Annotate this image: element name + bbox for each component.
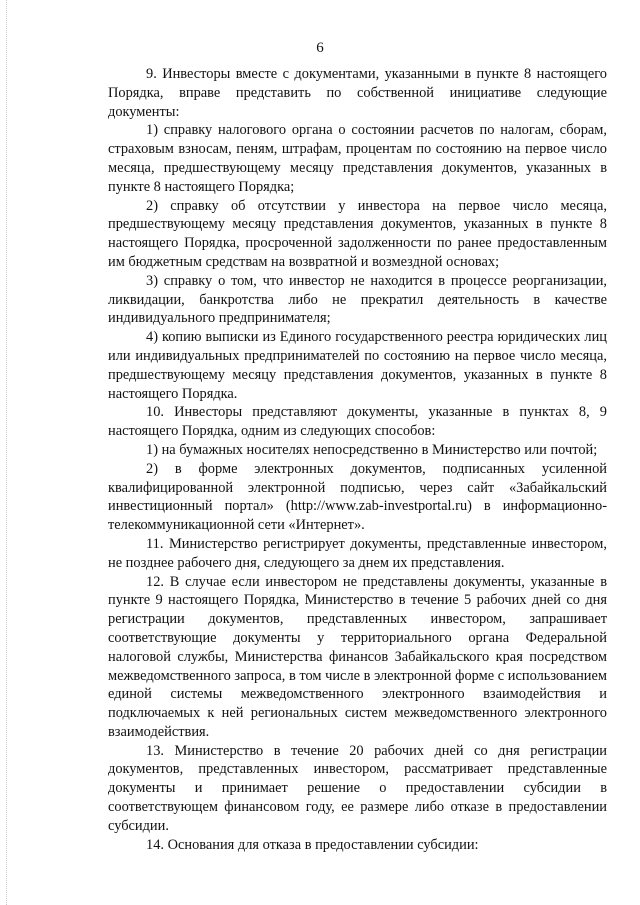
paragraph-9-item-1: 1) справку налогового органа о состоянии расчетов по налогам, сборам, страховым взносам, пеням, штрафам, процентам по состоянию на первое число месяца, предшествующему месяцу представления документов, указанных в пункте 8 настоящего Порядка;: [108, 122, 607, 195]
paragraph-10-item-1: 1) на бумажных носителях непосредственно в Министерство или почтой;: [146, 441, 598, 458]
paragraph-9: 9. Инвесторы вместе с документами, указанными в пункте 8 настоящего Порядка, вправе представить по собственной инициативе следующие документы:: [108, 66, 607, 120]
scan-edge-line: [6, 0, 7, 905]
paragraph-10-item-2: 2) в форме электронных документов, подписанных усиленной квалифицированной электронной подписью, через сайт «Забайкальский инвестиционный портал» (http://www.zab-investportal.ru) в информационно-телекоммуникационной сети «Интернет».: [108, 460, 607, 534]
paragraph-10: 10. Инвесторы представляют документы, указанные в пунктах 8, 9 настоящего Порядка, одним из следующих способов:: [108, 404, 607, 440]
document-body: [108, 65, 607, 854]
paragraph-9-item-3: 3) справку о том, что инвестор не находится в процессе реорганизации, ликвидации, банкротства либо не прекратил деятельность в качестве индивидуального предпринимателя;: [108, 272, 607, 327]
page-number: 6: [316, 40, 324, 56]
paragraph-13: 13. Министерство в течение 20 рабочих дней со дня регистрации документов, представленных инвестором, рассматривает представленные документы и принимает решение о предоставлении субсидии в соответствующем финансовом году, ее размере либо отказе в предоставлении субсидии.: [108, 742, 607, 834]
paragraph-14: 14. Основания для отказа в предоставлении субсидии:: [146, 836, 479, 853]
paragraph-11: 11. Министерство регистрирует документы, представленные инвестором, не позднее рабочего дня, следующего за днем их представления.: [108, 535, 607, 571]
paragraph-9-item-4: 4) копию выписки из Единого государственного реестра юридических лиц или индивидуальных предпринимателей по состоянию на первое число месяца, предшествующему месяцу представления документов, указанных в пункте 8 настоящего Порядка.: [108, 329, 607, 402]
paragraph-12: 12. В случае если инвестором не представлены документы, указанные в пункте 9 настоящего Порядка, Министерство в течение 5 рабочих дней со дня регистрации документов, представленных инвестором, запрашивает соответствующие документы у территориального органа Федеральной налоговой службы, Министерства финансов Забайкальского края посредством межведомственного запроса, в том числе в электронной форме с использованием единой системы межведомственного электронного взаимодействия и подключаемых к ней региональных систем межведомственного электронного взаимодействия.: [108, 573, 607, 740]
paragraph-9-item-2: 2) справку об отсутствии у инвестора на первое число месяца, предшествующему месяцу представления документов, указанных в пункте 8 настоящего Порядка, просроченной задолженности по ранее предоставленным им бюджетным средствам на возвратной и возмездной основах;: [108, 197, 607, 270]
